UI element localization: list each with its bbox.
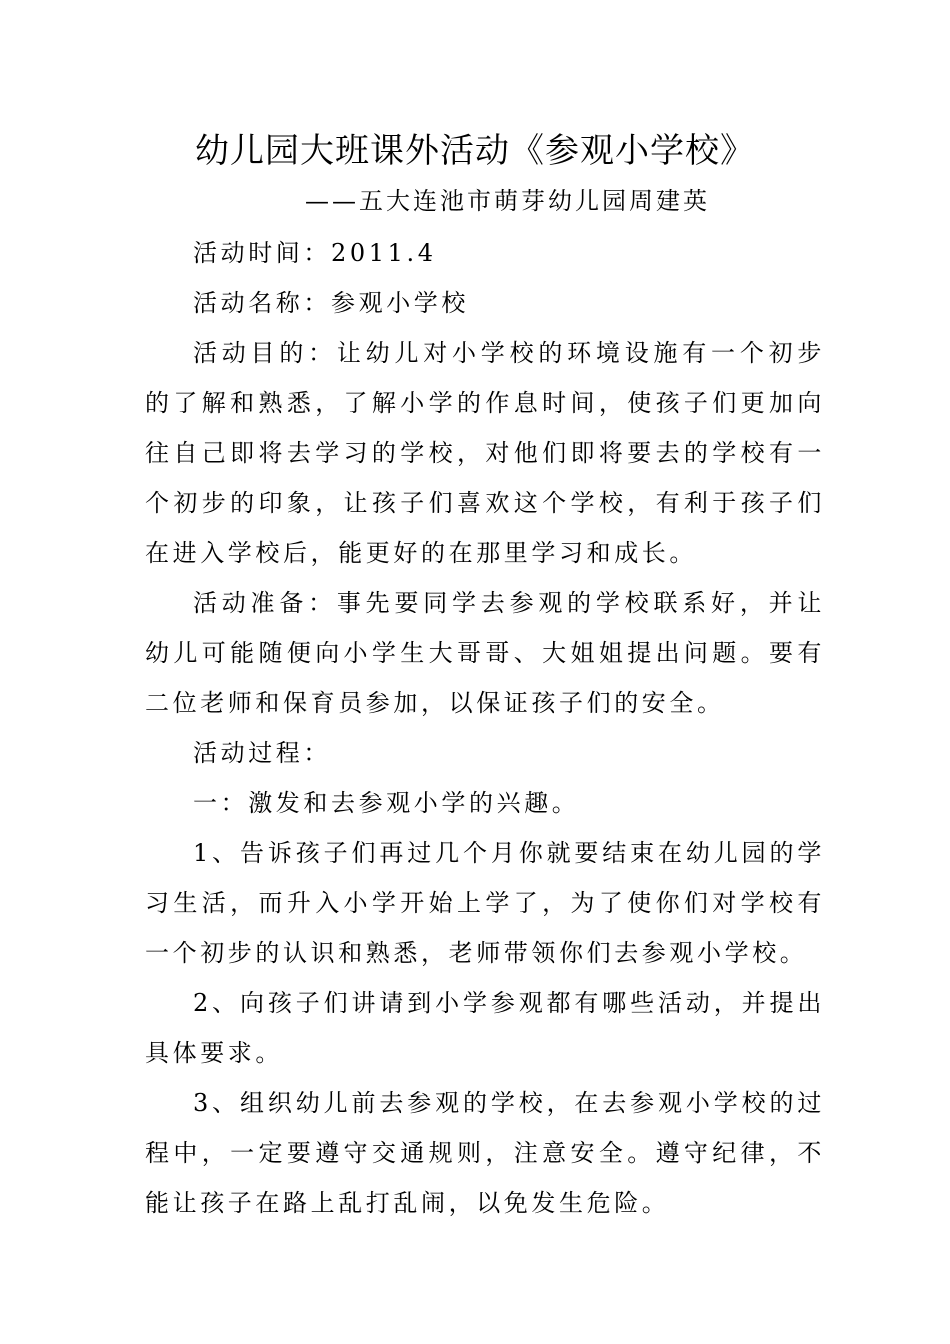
- paragraph-item-3: 3、组织幼儿前去参观的学校，在去参观小学校的过程中，一定要遵守交通规则，注意安全。遵守纪律，不能让孩子在路上乱打乱闹，以免发生危险。: [145, 1089, 825, 1217]
- paragraph-activity-goal: 活动目的：让幼儿对小学校的环境设施有一个初步的了解和熟悉，了解小学的作息时间，使孩子们更加向往自己即将去学习的学校，对他们即将要去的学校有一个初步的印象，让孩子们喜欢这个学校，有利于孩子们在进入学校后，能更好的在那里学习和成长。: [145, 339, 825, 567]
- document-subtitle: ——五大连池市萌芽幼儿园周建英: [305, 187, 710, 215]
- paragraph-step-one: 一：激发和去参观小学的兴趣。: [193, 789, 580, 817]
- paragraph-activity-name: 活动名称：参观小学校: [193, 289, 469, 317]
- document-title: 幼儿园大班课外活动《参观小学校》: [195, 131, 755, 171]
- paragraph-item-2: 2、向孩子们讲请到小学参观都有哪些活动，并提出具体要求。: [145, 989, 825, 1067]
- paragraph-item-1: 1、告诉孩子们再过几个月你就要结束在幼儿园的学习生活，而升入小学开始上学了，为了使你们对学校有一个初步的认识和熟悉，老师带领你们去参观小学校。: [145, 839, 825, 967]
- paragraph-activity-preparation: 活动准备：事先要同学去参观的学校联系好，并让幼儿可能随便向小学生大哥哥、大姐姐提出问题。要有二位老师和保育员参加，以保证孩子们的安全。: [145, 589, 825, 717]
- document-body: [145, 228, 825, 1228]
- paragraph-activity-time: 活动时间：2011.4: [193, 239, 437, 267]
- paragraph-activity-process: 活动过程：: [193, 739, 331, 767]
